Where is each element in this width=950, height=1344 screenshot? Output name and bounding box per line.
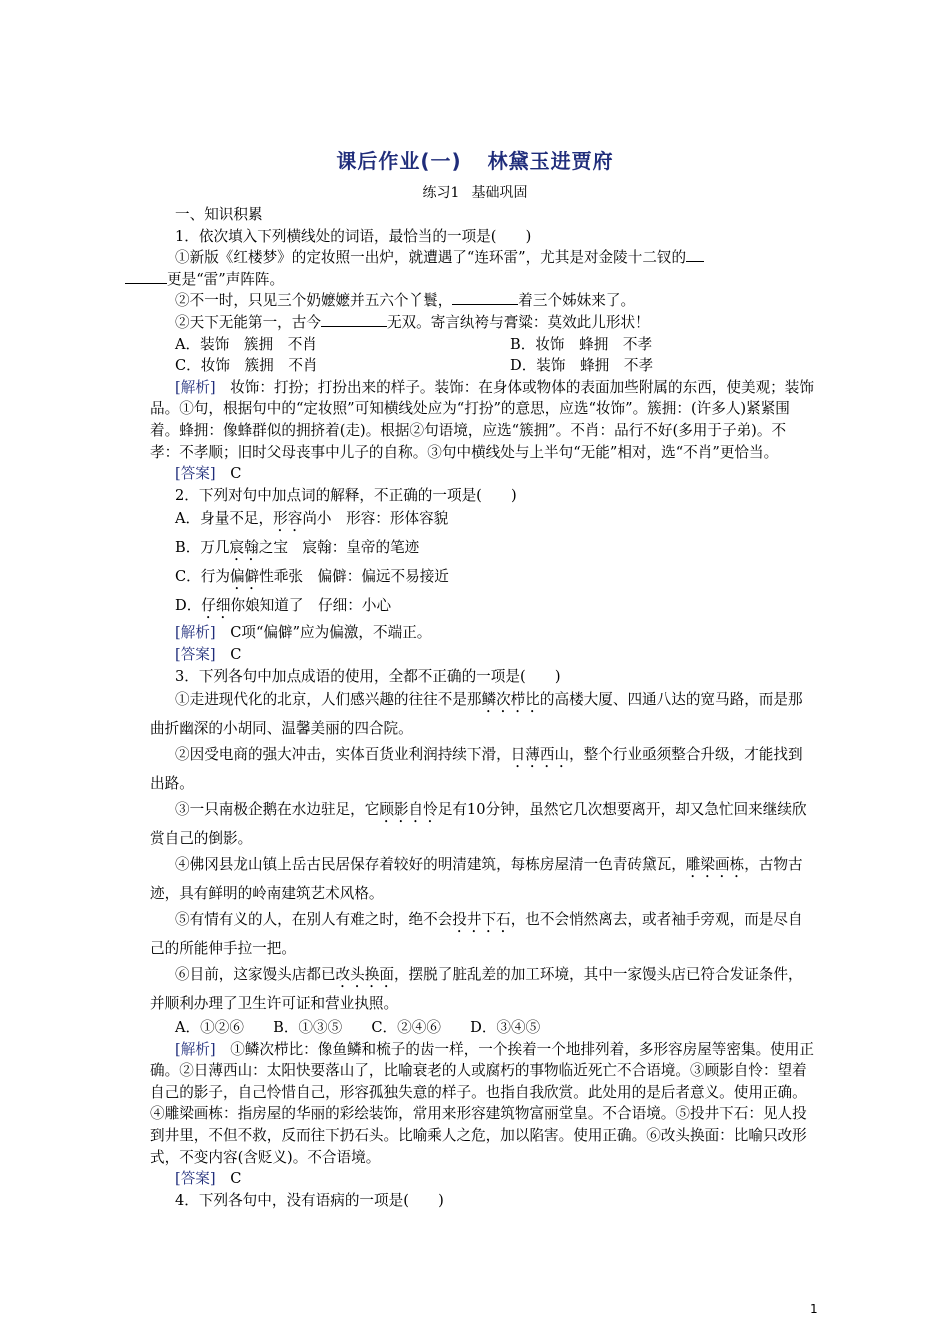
title-part1: 课后作业(一)	[336, 149, 462, 173]
question-1-sentence-1: ①新版《红楼梦》的定妆照一出炉，就遭遇了“连环雷”，尤其是对金陵十二钗的 更是“雷”声阵阵。	[150, 247, 815, 290]
question-2-option-c: C．行为偏僻性乖张 偏僻：偏远不易接近	[175, 568, 449, 586]
answer-tag: [答案]	[175, 465, 216, 483]
analysis-tag: [解析]	[175, 1040, 216, 1058]
question-2-answer: [答案] C	[175, 645, 242, 663]
question-1-options-row-1	[175, 334, 815, 356]
option-c: C．妆饰 簇拥 不肖	[175, 357, 318, 375]
question-3-sentence-4: ④佛冈县龙山镇上岳古民居保存着较好的明清建筑，每栋房屋清一色青砖黛瓦，雕梁画栋，古物古迹，具有鲜明的岭南建筑艺术风格。	[150, 856, 803, 903]
question-3-sentence-2: ②因受电商的强大冲击，实体百货业利润持续下滑，日薄西山，整个行业亟须整合升级，才能找到出路。	[150, 746, 803, 793]
question-3-stem: 3．下列各句中加点成语的使用，全都不正确的一项是( )	[175, 667, 561, 685]
question-1-stem: 1．依次填入下列横线处的词语，最恰当的一项是( )	[175, 227, 532, 245]
option-a: A．装饰 簇拥 不肖	[175, 335, 317, 353]
document-body	[150, 204, 815, 1211]
question-4-stem: 4．下列各句中，没有语病的一项是( )	[175, 1191, 444, 1209]
question-2-option-b: B．万几宸翰之宝 宸翰：皇帝的笔迹	[175, 539, 420, 557]
answer-tag: [答案]	[175, 1170, 216, 1188]
option-d: D．装饰 蜂拥 不孝	[510, 357, 654, 375]
analysis-tag: [解析]	[175, 624, 216, 642]
question-1-answer: [答案] C	[175, 465, 242, 483]
answer-tag: [答案]	[175, 645, 216, 663]
page-subtitle	[0, 182, 950, 202]
question-3-analysis: [解析] ①鳞次栉比：像鱼鳞和梳子的齿一样，一个挨着一个地排列着，多形容房屋等密集。使用正确。②日薄西山：太阳快要落山了，比喻衰老的人或腐朽的事物临近死亡不合语境。③顾影自怜：望着自己的影子，自己怜惜自己，形容孤独失意的样子。也指自我欣赏。此处用的是后者意义。使用正确。④雕梁画栋：指房屋的华丽的彩绘装饰，常用来形容建筑物富丽堂皇。不合语境。⑤投井下石：见人投到井里，不但不救，反而往下扔石头。比喻乘人之危，加以陷害。使用正确。⑥改头换面：比喻只改形式，不变内容(含贬义)。不合语境。	[150, 1040, 814, 1166]
page-number: 1	[810, 1302, 818, 1316]
question-3-sentence-5: ⑤有情有义的人，在别人有难之时，绝不会投井下石，也不会悄然离去，或者袖手旁观，而是尽自己的所能伸手拉一把。	[150, 911, 803, 958]
subtitle-part2: 基础巩固	[471, 185, 528, 201]
page-title	[0, 145, 950, 174]
question-2-option-a: A．身量不足，形容尚小 形容：形体容貌	[175, 510, 449, 528]
question-2-stem: 2．下列对句中加点词的解释，不正确的一项是( )	[175, 486, 517, 504]
question-2-option-d: D．仔细你娘知道了 仔细：小心	[175, 597, 392, 615]
question-3-sentence-6: ⑥目前，这家馒头店都已改头换面，摆脱了脏乱差的加工环境，其中一家馒头店已符合发证条件，并顺利办理了卫生许可证和营业执照。	[150, 966, 803, 1013]
question-1-analysis: [解析] 妆饰：打扮；打扮出来的样子。装饰：在身体或物体的表面加些附属的东西，使美观；装饰品。①句，根据句中的“定妆照”可知横线处应为“打扮”的意思，应选“妆饰”。簇拥：(许多人)紧紧围着。蜂拥：像蜂群似的拥挤着(走)。根据②句语境，应选“簇拥”。不肖：品行不好(多用于子弟)。不孝：不孝顺；旧时父母丧事中儿子的自称。③句中横线处与上半句“无能”相对，选“不肖”更恰当。	[150, 378, 814, 461]
question-1-options-row-2	[175, 355, 815, 377]
subtitle-part1: 练习1	[422, 185, 460, 201]
title-part2: 林黛玉进贾府	[487, 149, 614, 173]
section-heading: 一、知识积累	[175, 206, 263, 223]
question-3-answer: [答案] C	[175, 1170, 242, 1188]
question-3-options: A．①②⑥ B．①③⑤ C．②④⑥ D．③④⑤	[175, 1019, 541, 1037]
question-1-sentence-3: ②天下无能第一，古今 无双。寄言纨袴与膏粱：莫效此儿形状！	[175, 313, 650, 331]
option-b: B．妆饰 蜂拥 不孝	[510, 335, 653, 353]
question-3-sentence-1: ①走进现代化的北京，人们感兴趣的往往不是那鳞次栉比的高楼大厦、四通八达的宽马路，而是那曲折幽深的小胡同、温馨美丽的四合院。	[150, 691, 803, 738]
question-2-analysis: [解析] C项“偏僻”应为偏激，不端正。	[175, 624, 432, 642]
analysis-tag: [解析]	[175, 378, 216, 396]
question-3-sentence-3: ③一只南极企鹅在水边驻足，它顾影自怜足有10分钟，虽然它几次想要离开，却又急忙回来继续欣赏自己的倒影。	[150, 801, 807, 848]
question-1-sentence-2: ②不一时，只见三个奶嬷嬷并五六个丫鬟， 着三个姊妹来了。	[175, 292, 636, 310]
